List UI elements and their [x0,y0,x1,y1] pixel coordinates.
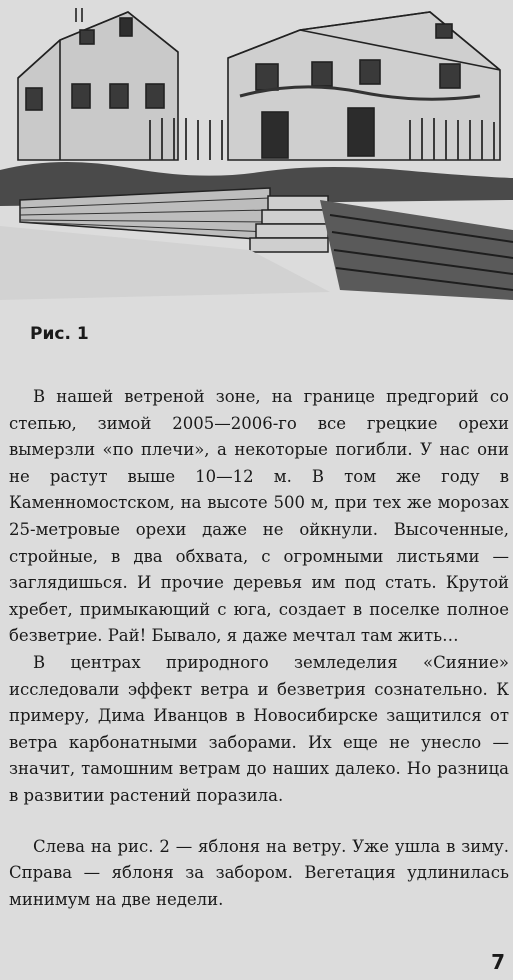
paragraph: В нашей ветреной зоне, на границе предгорий со степью, зимой 2005—2006-го все грецкие орехи вымерзли «по плечи», а некоторые погибли. У нас они не растут выше 10—12 м. В том же году в Каменномостском, на высоте 500 м, при тех же морозах 25-метровые орехи даже не ойкнули. Высоченные, стройные, в два обхвата, с огромными листьями — заглядишься. И прочие деревья им под стать. Крутой хребет, примыкающий с юга, создает в поселке полное безветрие. Рай! Бывало, я даже мечтал там жить… [9,387,509,646]
village-houses-illustration [0,0,513,312]
figure-caption: Рис. 1 [30,324,89,344]
page-number: 7 [491,950,505,974]
paragraph: Слева на рис. 2 — яблоня на ветру. Уже ушла в зиму. Справа — яблоня за забором. Вегетация удлинилась минимум на две недели. [9,836,509,909]
body-text [9,384,509,913]
paragraph: В центрах природного земледелия «Сияние» исследовали эффект ветра и безветрия сознательно. К примеру, Дима Иванцов в Новосибирске защитился от ветра карбонатными заборами. Их еще не унесло — значит, тамошним ветрам до наших далеко. Но разница в развитии растений поразила. [9,652,509,805]
